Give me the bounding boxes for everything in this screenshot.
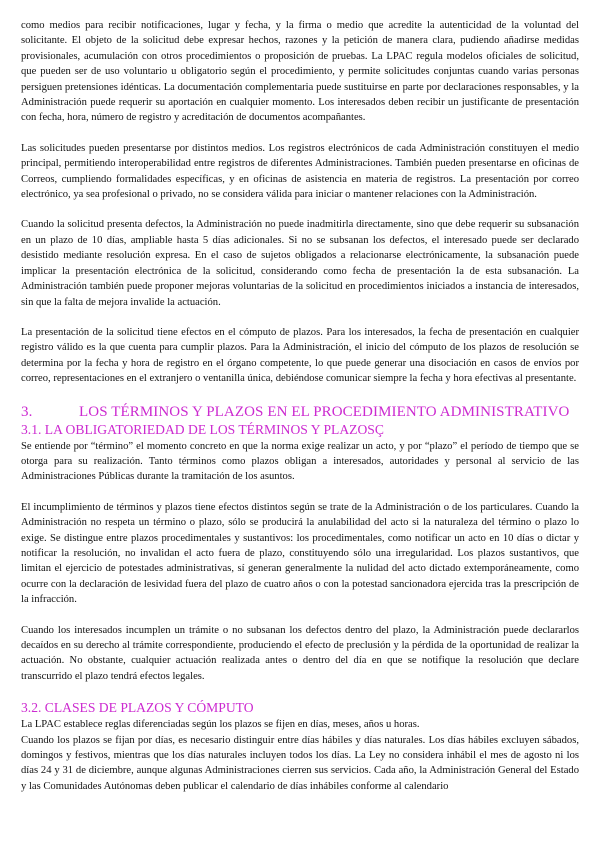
- paragraph-dias-habiles: Cuando los plazos se fijan por días, es necesario distinguir entre días hábiles y días naturales. Los días hábiles excluyen sábados, domingos y festivos, mientras que los días naturales incluyen todos los días. La Ley no considera inhábil el mes de agosto ni los días 24 y 31 de diciembre, aunque algunas Administraciones cierren sus servicios. Cada año, la Administración General del Estado y las Comunidades Autónomas deben publicar el calendario de días inhábiles conforme al calendario: [21, 734, 579, 792]
- section-title: LOS TÉRMINOS Y PLAZOS EN EL PROCEDIMIENTO ADMINISTRATIVO: [79, 403, 570, 420]
- paragraph-reglas-lpac: La LPAC establece reglas diferenciadas según los plazos se fijen en días, meses, años u horas.: [21, 719, 420, 731]
- paragraph-computo-plazos: La presentación de la solicitud tiene efectos en el cómputo de plazos. Para los interesados, la fecha de presentación en cualquier registro válido es la que cuenta para cumplir plazos. Para la Administración, el inicio del cómputo de los plazos de resolución se determina por la fecha y hora de registro en el órgano competente, lo que puede generar una disociación en casos de envíos por correo, representaciones en el extranjero o ventanilla única, debiéndose comunicar siempre la fecha y hora efectivas al presentante.: [21, 326, 579, 385]
- paragraph-medios-presentacion: Las solicitudes pueden presentarse por distintos medios. Los registros electrónicos de cada Administración constituyen el medio principal, permitiendo interoperabilidad entre registros de diferentes Administraciones. También pueden presentarse en oficinas de Correos, cumpliendo formalidades específicas, y en oficinas de asistencia en materia de registros. La presentación por correo electrónico, ya sea profesional o privado, no se considera válida para iniciar o mantener relaciones con la Administración.: [21, 142, 579, 201]
- paragraph-decaimiento: Cuando los interesados incumplen un trámite o no subsanan los defectos dentro del plazo, la Administración puede declararlos decaídos en su derecho al trámite correspondiente, produciendo el efecto de preclusión y la pérdida de la oportunidad de realizar la actuación. No obstante, cualquier actuación realizada antes o dentro del día en que se notifique la resolución que declare transcurrido el plazo tendrá efectos legales.: [21, 624, 579, 682]
- section-heading-3: [21, 403, 579, 421]
- paragraph-solicitud-contenido: como medios para recibir notificaciones, lugar y fecha, y la firma o medio que acredite la autenticidad de la voluntad del solicitante. El objeto de la solicitud debe expresar hechos, razones y la petición de manera clara, pudiendo añadirse medidas provisionales, acumulación con otros procedimientos o proposición de pruebas. La LPAC regula modelos oficiales de solicitud, que pueden ser de uso voluntario u obligatorio según el procedimiento, y permite solicitudes conjuntas cuando varias personas persiguen pretensiones idénticas. La documentación complementaria puede sustituirse en parte por declaraciones responsables, y la Administración puede requerir su aportación en cualquier momento. Los interesados deben recibir un justificante de presentación con fecha, hora, número de registro y acreditación de documentos acompañantes.: [21, 20, 579, 124]
- subsection-heading-3-1: 3.1. LA OBLIGATORIEDAD DE LOS TÉRMINOS Y PLAZOSÇ: [21, 421, 384, 437]
- document-page: [21, 18, 579, 794]
- paragraph-subsanacion: Cuando la solicitud presenta defectos, la Administración no puede inadmitirla directamente, sino que debe requerir su subsanación en un plazo de 10 días, ampliable hasta 5 días adicionales. Si no se subsanan los defectos, el interesado puede ser declarado desistido mediante resolución expresa. En el caso de sujetos obligados a relacionarse electrónicamente, la subsanación puede implicar la presentación electrónica de la solicitud, considerando como fecha de presentación la de esta subsanación. La Administración también puede proponer mejoras voluntarias de la solicitud en procedimientos iniciados a instancia de interesados, sin que la falta de mejora invalide la actuación.: [21, 219, 579, 308]
- paragraph-incumplimiento: El incumplimiento de términos y plazos tiene efectos distintos según se trate de la Administración o de los particulares. Cuando la Administración no respeta un término o plazo, sólo se producirá la anulabilidad del acto si la naturaleza del término o plazo lo exige. Se distingue entre plazos procedimentales y sustantivos: los procedimentales, como notificar un acto en 10 días o dictar y notificar la resolución, no invalidan el acto fuera de plazo, constituyendo sólo una irregularidad. Los plazos sustantivos, que limitan el ejercicio de potestades administrativas, sí generan generalmente la nulidad del acto dictado extemporáneamente, como ocurre con la declaración de lesividad fuera del plazo de cuatro años o con la potestad sancionadora ejercida tras la prescripción de la infracción.: [21, 501, 579, 606]
- section-number: 3.: [21, 403, 33, 420]
- subsection-heading-3-2: 3.2. CLASES DE PLAZOS Y CÓMPUTO: [21, 700, 254, 716]
- paragraph-termino-plazo: Se entiende por “término” el momento concreto en que la norma exige realizar un acto, y por “plazo” el período de tiempo que se otorga para su realización. Tanto términos como plazos obligan a interesados, autoridades y personal al servicio de las Administraciones Públicas durante la tramitación de los asuntos.: [21, 440, 579, 483]
